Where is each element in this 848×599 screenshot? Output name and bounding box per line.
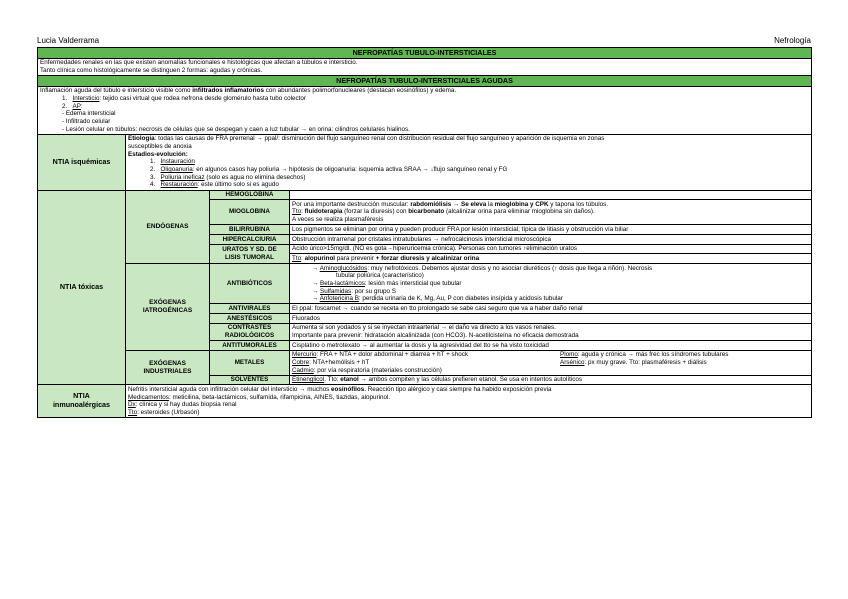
ap-bullet: - Lesión celular en túbulos: necrosis de células que se despegan y caen a luz tubular → en orina: cilindros celulares hialinos.: [62, 125, 410, 133]
metales-label: METALES: [210, 350, 290, 375]
intro-row: [38, 58, 812, 75]
agudas-title-row: [38, 76, 812, 87]
estadio-item: 3. Poliuria ineficaz (solo es agua no elimina desechos): [150, 173, 306, 181]
title-row: [38, 48, 812, 59]
agudas-title: NEFROPATÍAS TUBULO-INTERSTICIALES AGUDAS: [38, 76, 812, 87]
antibioticos-label: ANTIBIÓTICOS: [210, 264, 290, 304]
hipercalciuria-content: Obstrucción intrarrenal por cristales intratubulares → nefrocalcinosis intersticial microscópica: [290, 235, 812, 245]
solventes-content: Etinenglicol. Tto: etanol → ambos compiten y las células prefieren etanol. Se usa en intentos autolíticos: [290, 375, 812, 385]
mioglobina-line: A veces se realiza plasmaféresis: [292, 216, 384, 224]
metal-line: Mercurio: FRA + NTA + dolor abdominal + diarrea + hT + shock Plomo: aguda y crónica → más frec los síndromes tubulares: [292, 351, 729, 359]
exogenas-iatrogenicas-label: EXÓGENAS IATROGÉNICAS: [126, 264, 210, 351]
agudas-definition: Inflamación aguda del túbulo e intersticio visible como infiltrados inflamatorios con abundantes polimorfonucleares (destacan eosinófilos) y edema.: [40, 87, 457, 95]
metales-content: [290, 350, 812, 375]
antitumorales-label: ANTITUMORALES: [210, 341, 290, 351]
summary-table: [37, 47, 812, 418]
etiologia-line: Etiología: todas las causas de FRA prerrenal → ppal/: disminución del flujo sanguíneo renal con distribución residual del flujo sanguíneo y aparición de isquemia en zonas: [128, 135, 605, 143]
bilirrubina-label: BILIRRUBINA: [210, 225, 290, 235]
contrastes-content: Aumenta si son yodados y si se inyectan intraarterial → el daño va directo a los vasos renales. Importante para prevenir: hidratación alcalinizada (con HCO3). N-acetilcisteína no eficacia demostrada: [290, 323, 812, 340]
agudas-def-cell: [38, 86, 812, 134]
antibioticos-content: [290, 264, 812, 304]
solventes-label: SOLVENTES: [210, 375, 290, 385]
estadio-item: 2. Oligoanuria: en algunos casos hay poliuria → hipótesis de oligoanuria: isquemia activa SRAA → ↓flujo sanguíneo renal y FG: [150, 166, 508, 174]
inmuno-line: Medicamentos: meticilina, beta-lactámicos, sulfamida, rifampicina, AINES, tiazidas, alopurinol.: [128, 393, 391, 401]
isquemicas-content: [126, 134, 812, 190]
uratos-label: URATOS Y SD. DE LISIS TUMORAL: [210, 244, 290, 263]
contrastes-label: CONTRASTES RADIOLÓGICOS: [210, 323, 290, 340]
ap-bullet: - Edema intersticial: [62, 110, 116, 118]
intro-line: Tanto clínica como histológicamente se distinguen 2 formas: agudas y crónicas.: [40, 66, 263, 74]
metal-line: Cobre: NTA+hemólisis + hT Arsénico: px muy grave. Tto: plasmaféresis + diálisis: [292, 358, 707, 366]
isquemicas-row: [38, 134, 812, 190]
inmuno-line: Tto: esteroides (Urbasón): [128, 408, 200, 416]
hipercalciuria-label: HIPERCALCIURIA: [210, 235, 290, 245]
etiologia-line-2: susceptibles de anoxia: [128, 143, 192, 151]
bilirrubina-content: Los pigmentos se eliminan por orina y pueden producir FRA por lesión intersticial; típica de litiasis y obstrucción vía biliar: [290, 225, 812, 235]
estadio-item: 1. Instauración: [150, 158, 195, 166]
hemoglobina-label: HEMOGLOBINA: [210, 190, 290, 200]
mioglobina-content: [290, 200, 812, 225]
inmuno-line: Nefritis intersticial aguda con infiltración celular del intersticio → muchos eosinófilos. Reacción tipo alérgico y casi siempre ha habido exposición previa: [128, 385, 552, 393]
author-name: Lucia Valderrama: [37, 36, 100, 45]
hemoglobina-content: [290, 190, 812, 200]
aminoglucosidos-line-2: tubular poliúrica (característico): [336, 272, 424, 280]
metales-row: [38, 350, 812, 375]
estadios-label: Estadios-evolución:: [128, 150, 188, 158]
betalactamicos-line: → Beta-lactámicos: lesión más intersticial que tubular: [312, 279, 462, 287]
anestesicos-label: ANESTÉSICOS: [210, 314, 290, 324]
inmuno-row: [38, 385, 812, 418]
sulfamidas-line: → Sulfamidas: por su grupo S: [312, 287, 397, 295]
metal-line: Cadmio: por vía respiratoria (materiales construcción): [292, 366, 442, 374]
antitumorales-content: Cisplatino o metrotexato → al aumentar la dosis y la agresividad del tto se ha visto toxicidad: [290, 341, 812, 351]
mioglobina-label: MIOGLOBINA: [210, 200, 290, 225]
antivirales-label: ANTIVIRALES: [210, 304, 290, 314]
inmuno-content: [126, 385, 812, 418]
toxicas-label: NTIA tóxicas: [38, 190, 126, 385]
antivirales-content: El ppal: foscarnet → cuando se receta en tto prolongado se sabe casi seguro que va a haber daño renal: [290, 304, 812, 314]
intro-line: Enfermedades renales en las que existen anomalías funcionales e histológicas que afectan a túbulos e intersticio.: [40, 59, 358, 67]
uratos-content: Ácido úrico>15mg/dl. (NO es gota→hiperuricemia crónica). Personas con tumores ↑eliminación uratos: [290, 244, 812, 254]
aminoglucosidos-line: → Aminoglucósidos: muy nefrotóxicos. Debemos ajustar dosis y no asociar diuréticos (↑ dosis que llega a riñón). Necrosis: [312, 264, 653, 272]
anestesicos-content: Fluorados: [290, 314, 812, 324]
uratos-tto-content: Tto: alopurinol para prevenir + forzar diuresis y alcalinizar orina: [290, 254, 812, 264]
ap-item: 2. AP:: [62, 102, 83, 110]
intersticio-item: 1. Intersticio: tejido casi virtual que rodea nefrona desde glomérulo hasta tubo colector: [62, 95, 306, 103]
exogenas-industriales-label: EXÓGENAS INDUSTRIALES: [126, 350, 210, 385]
ap-bullet: - Infiltrado celular: [62, 118, 111, 126]
mioglobina-tto-line: Tto: fluidoterapia (forzar la diuresis) con bicarbonato (alcalinizar orina para eliminar mioglobina sin daños).: [292, 208, 595, 216]
anfotericina-line: → Anfotericina B: perdida urinaria de K, Mg, Au, P con diabetes insípida y acidosis tubular: [312, 295, 563, 303]
isquemicas-label: NTIA isquémicas: [38, 134, 126, 190]
intro-cell: [38, 58, 812, 75]
main-title: NEFROPATÍAS TUBULO-INTERSTICIALES: [38, 48, 812, 59]
estadio-item: 4. Restauración: este último solo si es agudo: [150, 181, 279, 189]
endogenas-label: ENDÓGENAS: [126, 190, 210, 263]
subject-name: Nefrología: [774, 36, 811, 45]
inmuno-label: NTIA inmunoalérgicas: [38, 385, 126, 418]
agudas-def-row: [38, 86, 812, 134]
antibioticos-row: [38, 264, 812, 304]
hemoglobina-row: [38, 190, 812, 200]
inmuno-line: Dx: clínica y si hay dudas biopsia renal: [128, 401, 237, 409]
mioglobina-line: Por una importante destrucción muscular: rabdomiólisis → Se eleva la mioglobina y CPK y tapona los túbulos.: [292, 200, 609, 208]
